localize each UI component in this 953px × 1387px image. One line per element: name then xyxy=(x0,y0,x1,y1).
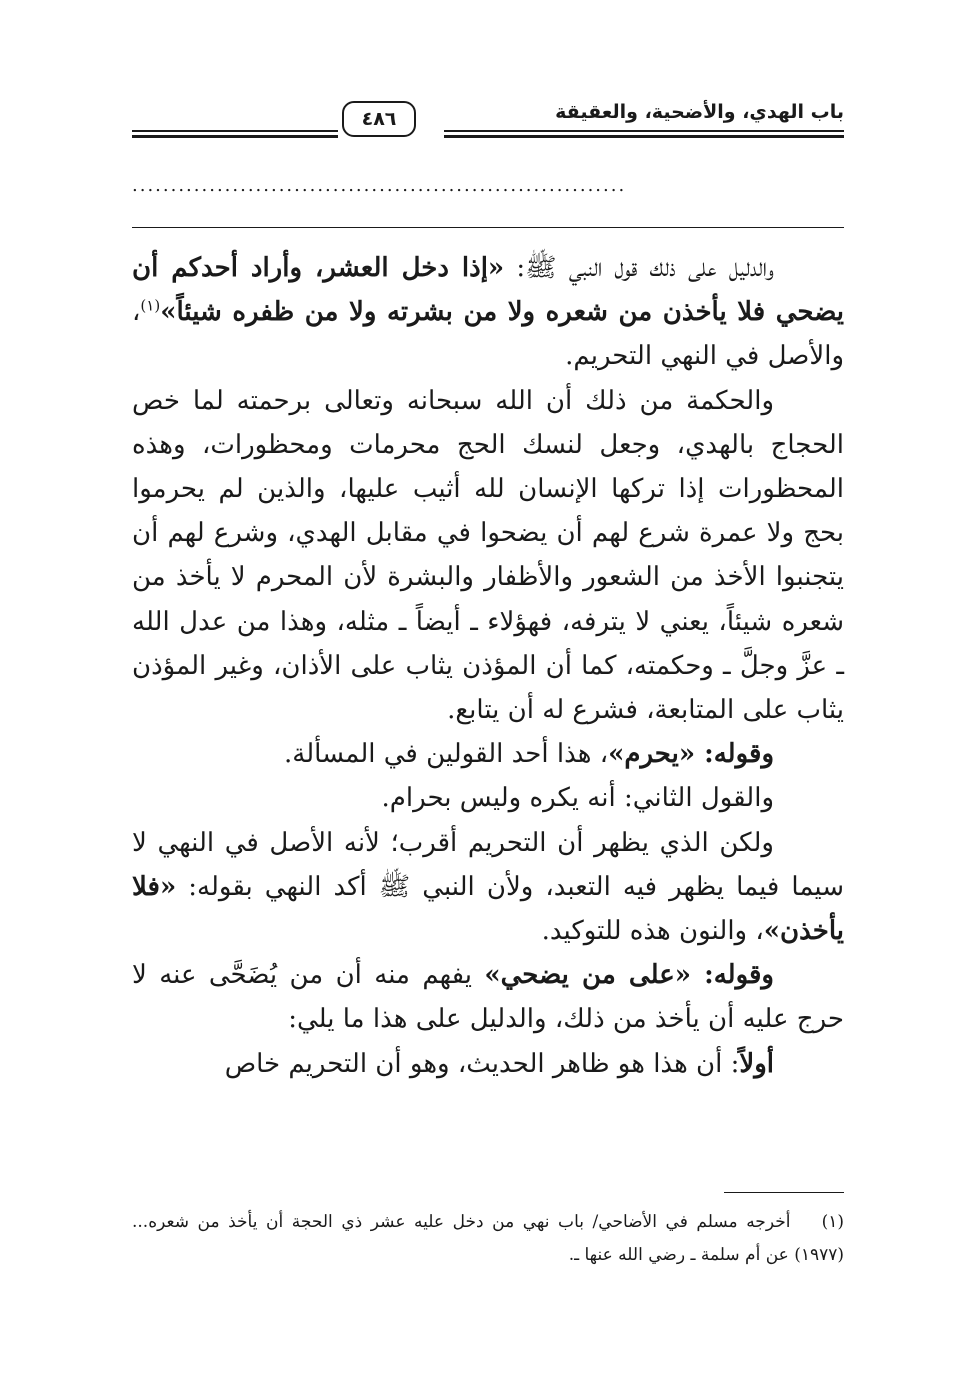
paragraph: والحكمة من ذلك أن الله سبحانه وتعالى برحمته لما خص الحجاج بالهدي، وجعل لنسك الحج محرمات ومحظورات، وهذه المحظورات إذا تركها الإنسان لله أثيب عليها، والذين لم يحرموا بحج ولا عمرة شرع لهم أن يضحوا في مقابل الهدي، وشرع لهم أن يتجنبوا الأخذ من الشعور والأظفار والبشرة لأن المحرم لا يأخذ من شعره شيئاً، يعني لا يترفه، فهؤلاء ـ أيضاً ـ مثله، وهذا من عدل الله ـ عزَّ وجلَّ ـ وحكمته، كما أن المؤذن يثاب على الأذان، وغير المؤذن يثاب على المتابعة، فشرع له أن يتابع. xyxy=(132,385,844,726)
header-rule xyxy=(132,130,338,132)
text-run: ، هذا أحد القولين في المسألة. xyxy=(284,739,609,770)
paragraph xyxy=(132,732,844,776)
footnote-number: (١) xyxy=(821,1212,845,1232)
quoted-term: «فلا يأخذن» xyxy=(132,871,844,947)
ellipsis-line: ................................................................ xyxy=(132,175,627,196)
footnote xyxy=(132,1206,844,1272)
page-header xyxy=(132,95,844,143)
section-divider xyxy=(132,227,844,228)
paragraph xyxy=(132,821,844,954)
quoted-term: وقوله: «يحرم» xyxy=(608,739,774,770)
footnote-reference: (١) xyxy=(140,296,161,315)
main-text xyxy=(132,246,844,1086)
hadith-quote: «إذا دخل العشر، وأراد أحدكم أن يضحي فلا يأخذن من شعره ولا من بشرته ولا من ظفره شيئاً» xyxy=(132,253,844,328)
quoted-term: وقوله: «على من يضحي» xyxy=(484,960,774,991)
header-rule xyxy=(444,135,844,138)
paragraph xyxy=(132,1042,844,1086)
text-run: ، والأصل في النهي التحريم. xyxy=(132,297,844,372)
text-run: ، والنون هذه للتوكيد. xyxy=(541,916,764,947)
header-rule xyxy=(444,130,844,132)
header-rule xyxy=(132,135,338,138)
text-run: ولكن الذي يظهر أن التحريم أقرب؛ لأنه الأصل في النهي لا سيما فيما يظهر فيه التعبد، ولأن النبي ﷺ أكد النهي بقوله: xyxy=(132,827,844,902)
text-run: يفهم منه أن من يُضَحَّى عنه لا حرج عليه أن يأخذ من ذلك، والدليل على هذا ما يلي: xyxy=(132,960,844,1035)
page-number: ٤٨٦ xyxy=(342,101,416,137)
footnote-text: أخرجه مسلم في الأضاحي/ باب نهي من دخل عليه عشر ذي الحجة أن يأخذ من شعره... (١٩٧٧) عن أم سلمة ـ رضي الله عنها ـ. xyxy=(132,1212,844,1265)
paragraph: والقول الثاني: أنه يكره وليس بحرام. xyxy=(381,783,774,814)
chapter-title: باب الهدي، والأضحية، والعقيقة xyxy=(555,101,844,123)
footnote-separator xyxy=(724,1192,844,1193)
paragraph xyxy=(132,953,844,1041)
point-label: أولاً xyxy=(739,1048,774,1079)
paragraph xyxy=(132,246,844,379)
text-run: والدليل على ذلك قول النبي ﷺ: xyxy=(504,253,775,283)
text-run: : أن هذا هو ظاهر الحديث، وهو أن التحريم خاص xyxy=(224,1048,740,1079)
